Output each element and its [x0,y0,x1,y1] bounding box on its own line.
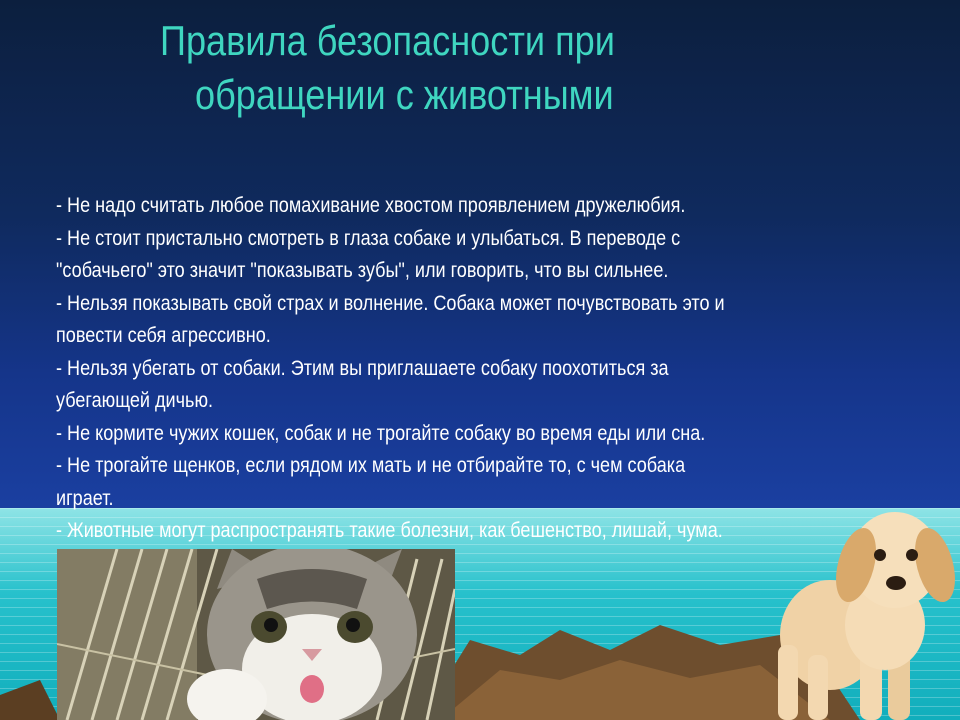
title-line-2: обращении с животными [195,71,614,118]
title-line-1: Правила безопасности при [160,17,615,64]
rule-line: - Животные могут распространять такие болезни, как бешенство, лишай, чума. [56,519,723,542]
rule-line: убегающей дичью. [56,389,214,412]
rule-line: - Нельзя убегать от собаки. Этим вы приглашаете собаку поохотиться за [56,356,669,380]
kitten-in-cage-photo [57,549,455,720]
rule-line: "собачьего" это значит "показывать зубы", или говорить, что вы сильнее. [56,259,669,282]
puppy-photo [760,505,960,720]
rule-line: играет. [56,486,114,510]
rule-line: - Не надо считать любое помахивание хвостом проявлением дружелюбия. [56,194,686,217]
rule-line: - Нельзя показывать свой страх и волнение. Собака может почувствовать это и [56,291,725,315]
rule-line: - Не кормите чужих кошек, собак и не трогайте собаку во время еды или сна. [56,421,706,445]
rule-line: - Не стоит пристально смотреть в глаза собаке и улыбаться. В переводе с [56,226,681,250]
rule-line: - Не трогайте щенков, если рядом их мать и не отбирайте то, с чем собака [56,454,686,477]
rule-line: повести себя агрессивно. [56,324,271,347]
safety-rules-text [56,190,936,548]
